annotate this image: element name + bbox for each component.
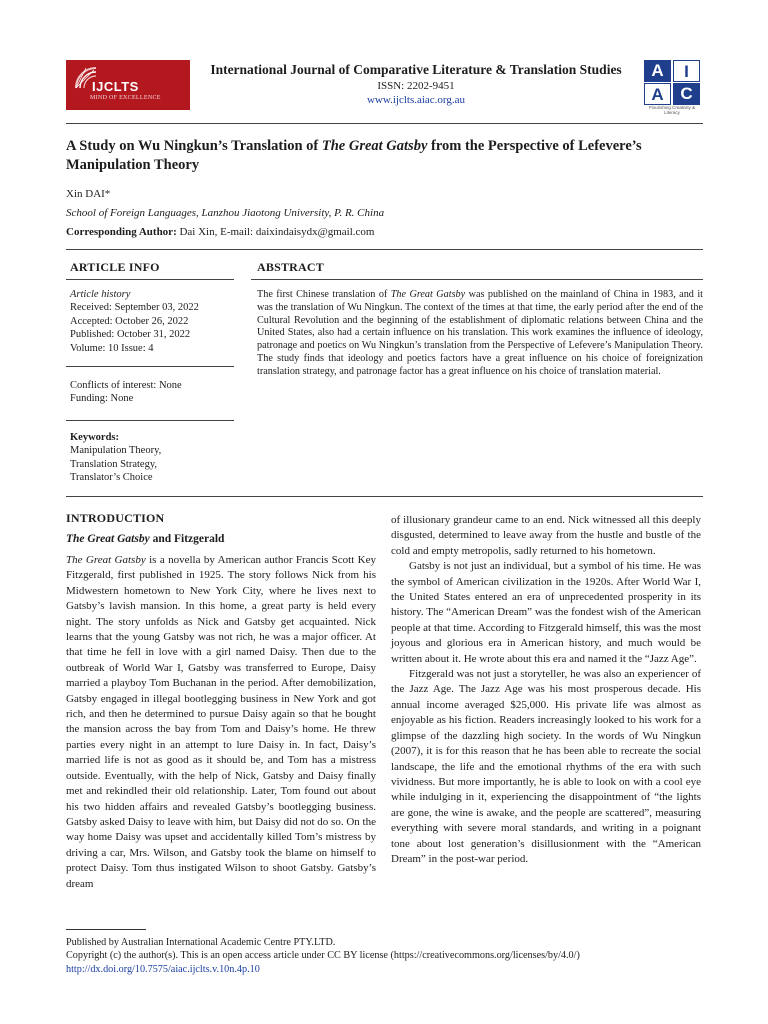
abstract-heading: ABSTRACT — [257, 260, 324, 274]
aiac-logo-letter: A — [644, 60, 671, 82]
body-paragraph: The Great Gatsby is a novella by American author Francis Scott Key Fitzgerald, first published in 1925. The story follows Nick from his Midwestern hometown to New York City, where he lives next to Gatsby’s lavish mansion. In this home, a great party is held every night. The story unfolds as Nick and Gatsby get acquainted. Nick learns that the young Gatsby was not rich, he was a major officer. At that time he fell in love with a girl named Daisy. Then due to the outbreak of World War I, Gatsby was transferred to Europe, Daisy married a playboy Tom Buchanan in the period. After demobilization, Gatsby engaged in illegal bootlegging business in New York and got rich, and then he determined to pursue Daisy again so that he bought the mansion across the bay from Tom and Daisy’s home. He threw parties every night in an attempt to lure Daisy in. In fact, Daisy’s married life is not as good as it should be, and Tom has a mistress outside. Eventually, with the help of Nick, Gatsby and Daisy finally met and rekindled their old relationship. Later, Tom found out about his two hidden affairs and revealed Gatsby’s bootlegging business. Gatsby asked Daisy to leave with him, but Daisy did not do so. On the way home Daisy was upset and accidentally killed Tom’s mistress by driving a car, Mrs. Wilson, and Gatsby took the blame on himself to protect Daisy. Tom thus instigated Wilson to shoot Gatsby. Gatsby’s dream — [66, 554, 376, 890]
conflicts-of-interest: Conflicts of interest: None — [70, 380, 182, 391]
body-column-right — [391, 513, 701, 867]
corresponding-author: Corresponding Author: Dai Xin, E-mail: daixindaisydx@gmail.com — [66, 226, 375, 238]
aiac-logo — [642, 58, 702, 115]
abstract-bottom-divider — [66, 496, 703, 497]
header-divider — [66, 123, 703, 124]
history-label: Article history — [70, 289, 131, 300]
article-info-divider — [66, 420, 234, 421]
article-history — [70, 288, 240, 355]
aiac-logo-letter: I — [673, 60, 700, 82]
aiac-logo-letter: A — [644, 83, 671, 105]
journal-title: International Journal of Comparative Literature & Translation Studies — [210, 62, 622, 77]
funding: Funding: None — [70, 393, 134, 405]
ijclts-logo-subtitle: MIND OF EXCELLENCE — [90, 95, 161, 101]
publisher-line: Published by Australian International Academic Centre PTY.LTD. — [66, 937, 336, 948]
body-paragraph: Gatsby is not just an individual, but a symbol of his time. He was the symbol of American civilization in the 1920s. After World War I, the United States entered an era of unprecedented prosperity in its history. The “American Dream” was the fondest wish of the American people at that time. According to Fitzgerald himself, this was the most joyous and glorious era in American history, and much would be written about it. He wrote about this era and named it the “Jazz Age”. — [391, 560, 701, 665]
aiac-logo-letter: C — [673, 83, 700, 105]
keywords-label: Keywords: — [70, 432, 119, 443]
paper-title: A Study on Wu Ningkun’s Translation of The Great Gatsby from the Perspective of Lefevere’s Manipulation Theory — [66, 138, 642, 173]
journal-issn: ISSN: 2202-9451 — [377, 80, 455, 92]
article-info-divider — [66, 279, 234, 280]
introduction-heading: INTRODUCTION — [66, 511, 165, 525]
ijclts-logo — [66, 60, 190, 110]
ijclts-logo-text: IJCLTS — [92, 79, 139, 94]
received-date: Received: September 03, 2022 — [70, 302, 199, 314]
article-info-heading: ARTICLE INFO — [70, 260, 160, 274]
journal-url-link[interactable]: www.ijclts.aiac.org.au — [366, 94, 466, 106]
body-paragraph: Fitzgerald was not just a storyteller, he was also an experiencer of the Jazz Age. The Jazz Age was his most prosperous decade. His annual income averaged $25,000. His private life was almost as enjoyable as his fiction. Readers increasingly looked to his work for a glimpse of the dazzling high society. In the words of Wu Ningkun (2007), it is for this reason that he has been able to recreate the social landscape, the life and the emotional rhythms of the era with such vividness. But more importantly, he is able to look on with a cool eye while indulging in it, experiencing the disappointment of “the lights are gone, the wine is awake, and the people are scattered”, measuring everything with severe moral standards, and writing in a poignant tone about lost generation’s disillusionment with the “American Dream” in the post-war period. — [391, 668, 701, 865]
body-paragraph: of illusionary grandeur came to an end. Nick witnessed all this deeply disgusted, determined to leave away from the hustle and bustle of the cold and empty metropolis, sadly returned to his hometown. — [391, 514, 701, 557]
title-divider — [66, 249, 703, 250]
volume-issue: Volume: 10 Issue: 4 — [70, 342, 154, 354]
keyword-item: Manipulation Theory, — [70, 445, 162, 457]
footer — [66, 936, 706, 976]
aiac-logo-tagline: Flourishing Creativity & Literacy — [648, 105, 696, 115]
article-info-divider — [66, 366, 234, 367]
copyright-line: Copyright (c) the author(s). This is an open access article under CC BY license (https://creativecommons.org/licenses/by/4.0/) — [66, 950, 580, 962]
doi-link[interactable]: http://dx.doi.org/10.7575/aiac.ijclts.v.10n.4p.10 — [66, 963, 260, 975]
keyword-item: Translation Strategy, — [70, 458, 158, 470]
subsection-heading: The Great Gatsby and Fitzgerald — [66, 533, 225, 545]
keywords-block — [70, 431, 240, 485]
abstract-text: The first Chinese translation of The Great Gatsby was published on the mainland of China in 1983, and it was the translation of Wu Ningkun. The context of the times at that time, the early period after the end of the Cultural Revolution and the beginning of the establishment of diplomatic relations between China and the United States, also had a certain influence on his translation. This work examines the influence of ideology, patronage and poetics on Wu Ningkun’s translation from the Perspective of Lefevere’s Manipulation Theory. The study finds that ideology and poetics factors have a great influence on his choice of foreignization translation strategy, and patronage factor has a great influence on his choice of translation material. — [257, 289, 703, 377]
author-name: Xin DAI* — [66, 188, 111, 200]
abstract-divider — [251, 279, 703, 280]
body-column-left — [66, 553, 376, 892]
keyword-item: Translator’s Choice — [70, 472, 153, 484]
accepted-date: Accepted: October 26, 2022 — [70, 315, 189, 327]
author-affiliation: School of Foreign Languages, Lanzhou Jiaotong University, P. R. China — [66, 207, 385, 219]
declarations — [70, 379, 240, 406]
footnote-divider — [66, 929, 146, 930]
published-date: Published: October 31, 2022 — [70, 329, 191, 341]
